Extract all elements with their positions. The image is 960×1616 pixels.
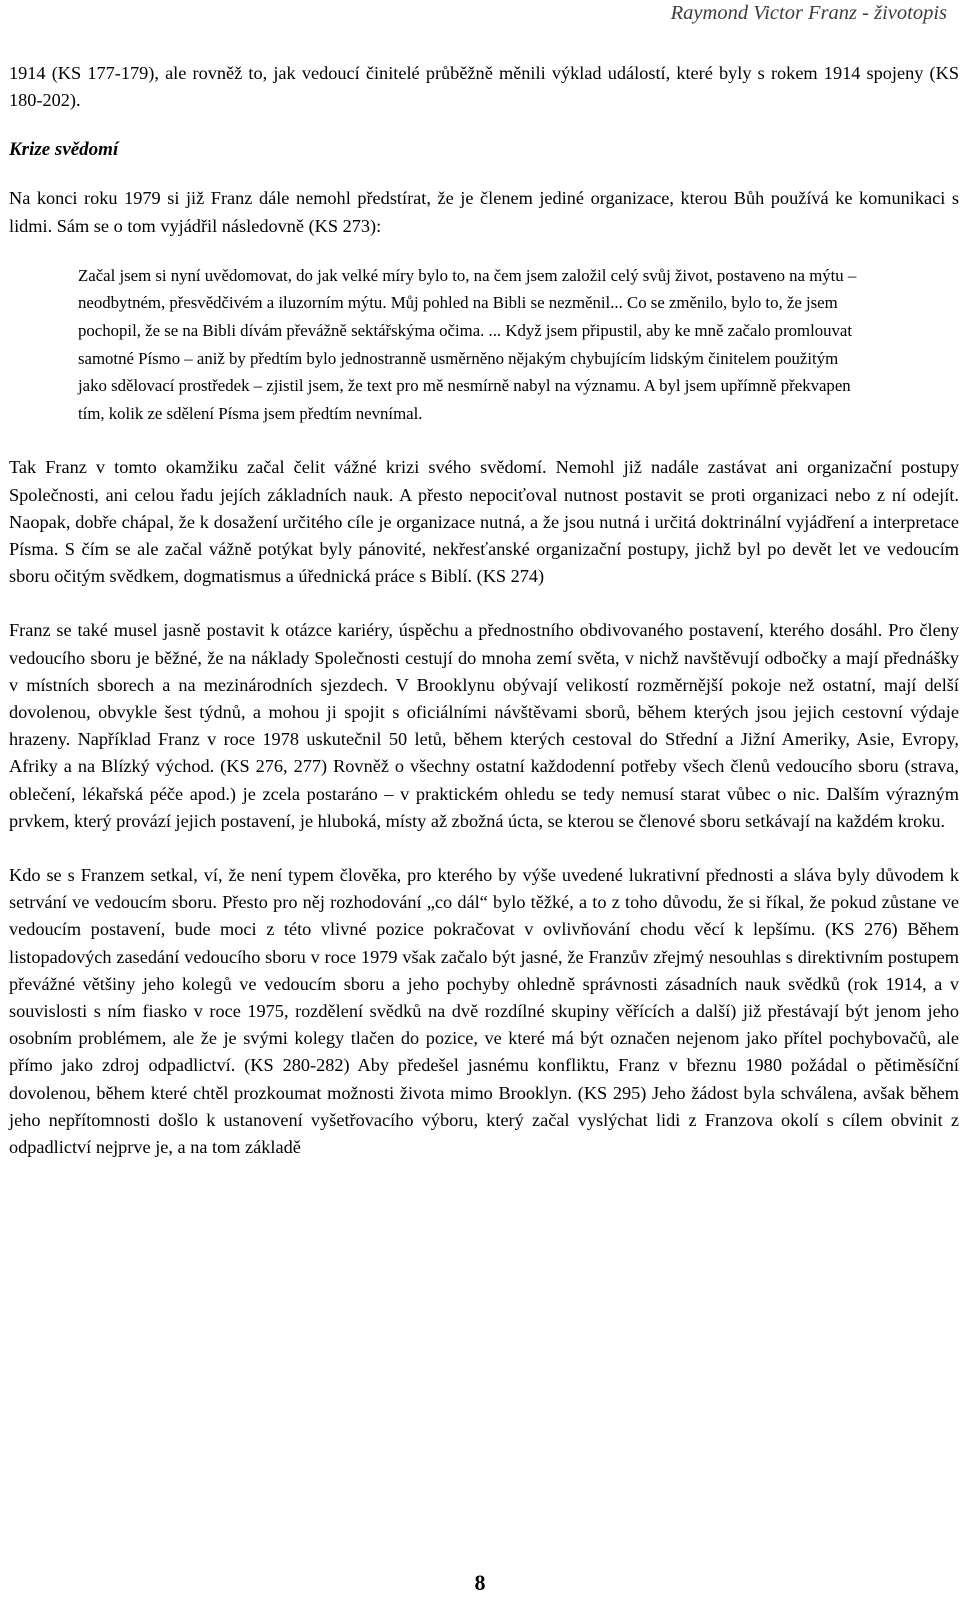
- paragraph-intro: Na konci roku 1979 si již Franz dále nemohl předstírat, že je členem jediné organizace, kterou Bůh používá ke komunikaci s lidmi. Sám se o tom vyjádřil následovně (KS 273):: [9, 188, 959, 236]
- paragraph-career: Franz se také musel jasně postavit k otázce kariéry, úspěchu a přednostního obdivovaného postavení, kterého dosáhl. Pro členy vedoucího sboru je běžné, že na náklady Společnosti cestují do mnoha zemí světa, v nichž navštěvují odbočky a mají přednášky v místních sborech a na mezinárodních sjezdech. V Brooklynu obývají velikostí rozměrnější pokoje než ostatní, mají delší dovolenou, obvykle šest týdnů, a mohou ji spojit s oficiálními návštěvami sborů, během kterých jsou jejich cestovní výdaje hrazeny. Například Franz v roce 1978 uskutečnil 50 letů, během kterých cestoval do Střední a Jižní Ameriky, Asie, Evropy, Afriky a na Blízký východ. (KS 276, 277) Rovněž o všechny ostatní každodenní potřeby všech členů vedoucího sboru (strava, oblečení, lékařská péče apod.) je zcela postaráno – v praktickém ohledu se tedy nemusí starat vůbec o nic. Dalším výrazným prvkem, který provází jejich postavení, je hluboká, místy až zbožná úcta, se kterou se členové sboru setkávají na každém kroku.: [9, 620, 959, 831]
- section-heading: Krize svědomí: [9, 139, 119, 161]
- paragraph-decision: Kdo se s Franzem setkal, ví, že není typem člověka, pro kterého by výše uvedené lukrativní přednosti a sláva byly důvodem k setrvání ve vedoucím sboru. Přesto pro něj rozhodování „co dál“ bylo těžké, a to z toho důvodu, že si říkal, že pokud zůstane ve vedoucím postavení, bude moci z této vlivné pozice pokračovat v ovlivňování chodu věcí k lepšímu. (KS 276) Během listopadových zasedání vedoucího sboru v roce 1979 však začalo být jasné, že Franzův zřejmý nesouhlas s direktivním postupem převážné většiny jeho kolegů ve vedoucím sboru a jeho pochyby ohledně správnosti zásadních nauk svědků (rok 1914, a v souvislosti s ním fiasko v roce 1975, rozdělení svědků na dvě rozdílné skupiny věřících a další) již přestávají být jenom jeho osobním problémem, ale že je svými kolegy tlačen do pozice, ve které má být označen nejenom jako přítel pochybovačů, ale přímo jako zdroj odpadlictví. (KS 280-282) Aby předešel jasnému konfliktu, Franz v březnu 1980 požádal o pětiměsíční dovolenou, během které chtěl prozkoumat možnosti života mimo Brooklyn. (KS 295) Jeho žádost byla schválena, avšak během jeho nepřítomnosti došlo k ustanovení vyšetřovacího výboru, který začal vyslýchat lidi z Franzova okolí s cílem obvinit z odpadlictví nejprve je, a na tom základě: [9, 865, 959, 1158]
- paragraph-crisis: Tak Franz v tomto okamžiku začal čelit vážné krizi svého svědomí. Nemohl již nadále zastávat ani organizační postupy Společnosti, ani celou řadu jejích základních nauk. A přesto nepociťoval nutnost postavit se proti organizaci nebo z ní odejít. Naopak, dobře chápal, že k dosažení určitého cíle je organizace nutná, a že jsou nutná i určitá doktrinální vyjádření a interpretace Písma. S čím se ale začal vážně potýkat byly pánovité, nekřesťanské organizační postupy, jichž byl po devět let ve vedoucím sboru očitým svědkem, dogmatismus a úřednická práce s Biblí. (KS 274): [9, 457, 959, 587]
- paragraph-continuation: 1914 (KS 177-179), ale rovněž to, jak vedoucí činitelé průběžně měnili výklad událostí, které byly s rokem 1914 spojeny (KS 180-202).: [9, 63, 959, 111]
- running-header: Raymond Victor Franz - životopis: [670, 2, 947, 24]
- document-body: [9, 60, 959, 1161]
- page-number: 8: [474, 1570, 486, 1595]
- block-quote: Začal jsem si nyní uvědomovat, do jak velké míry bylo to, na čem jsem založil celý svůj život, postaveno na mýtu – neodbytném, přesvědčivém a iluzorním mýtu. Můj pohled na Bibli se nezměnil... Co se změnilo, bylo to, že jsem pochopil, že se na Bibli dívám převážně sektářskýma očima. ... Když jsem připustil, aby ke mně začalo promlouvat samotné Písmo – aniž by předtím bylo jednostranně usměrněno nějakým chybujícím lidským činitelem použitým jako sdělovací prostředek – zjistil jsem, že text pro mě nesmírně nabyl na významu. A byl jsem upřímně překvapen tím, kolik ze sdělení Písma jsem předtím nevnímal.: [78, 265, 857, 423]
